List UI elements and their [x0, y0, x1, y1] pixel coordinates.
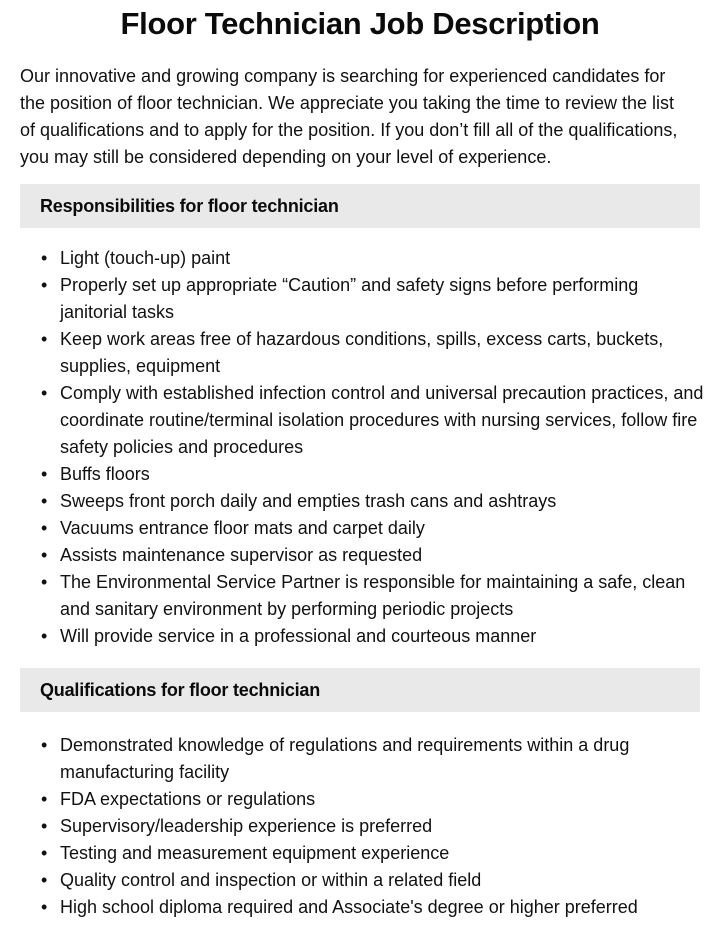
intro-paragraph: Our innovative and growing company is searching for experienced candidates for the position of floor technician. We appreciate you taking the time to review the list of qualifications and to apply for the position. If you don’t fill all of the qualifications, you may still be considered depending on your level of experience.: [20, 66, 678, 167]
responsibilities-list: [20, 245, 710, 650]
section-heading-label: Qualifications for floor technician: [40, 679, 321, 700]
list-item: • FDA expectations or regulations: [20, 786, 710, 813]
list-item: • Keep work areas free of hazardous conditions, spills, excess carts, buckets, supplies, equipment: [20, 326, 710, 380]
list-item: • Testing and measurement equipment experience: [20, 840, 710, 867]
list-item: • Demonstrated knowledge of regulations and requirements within a drug manufacturing facility: [20, 732, 710, 786]
section-header-qualifications: [20, 668, 700, 712]
list-item: • Buffs floors: [20, 461, 710, 488]
list-item: • Vacuums entrance floor mats and carpet daily: [20, 515, 710, 542]
section-heading-label: Responsibilities for floor technician: [40, 195, 339, 216]
list-item: • Sweeps front porch daily and empties trash cans and ashtrays: [20, 488, 710, 515]
list-item: • Assists maintenance supervisor as requested: [20, 542, 710, 569]
list-item: • High school diploma required and Associate's degree or higher preferred: [20, 894, 710, 921]
document-content: [0, 4, 720, 921]
list-item: • Properly set up appropriate “Caution” and safety signs before performing janitorial tasks: [20, 272, 710, 326]
qualifications-list: [20, 732, 710, 921]
list-item: • Light (touch-up) paint: [20, 245, 710, 272]
page-title: Floor Technician Job Description: [120, 6, 600, 41]
list-item: • Comply with established infection control and universal precaution practices, and coordinate routine/terminal isolation procedures with nursing services, follow fire safety policies and procedures: [20, 380, 710, 461]
list-item: • Will provide service in a professional and courteous manner: [20, 623, 710, 650]
list-item: • The Environmental Service Partner is responsible for maintaining a safe, clean and sanitary environment by performing periodic projects: [20, 569, 710, 623]
list-item: • Quality control and inspection or within a related field: [20, 867, 710, 894]
section-header-responsibilities: [20, 184, 700, 228]
list-item: • Supervisory/leadership experience is preferred: [20, 813, 710, 840]
